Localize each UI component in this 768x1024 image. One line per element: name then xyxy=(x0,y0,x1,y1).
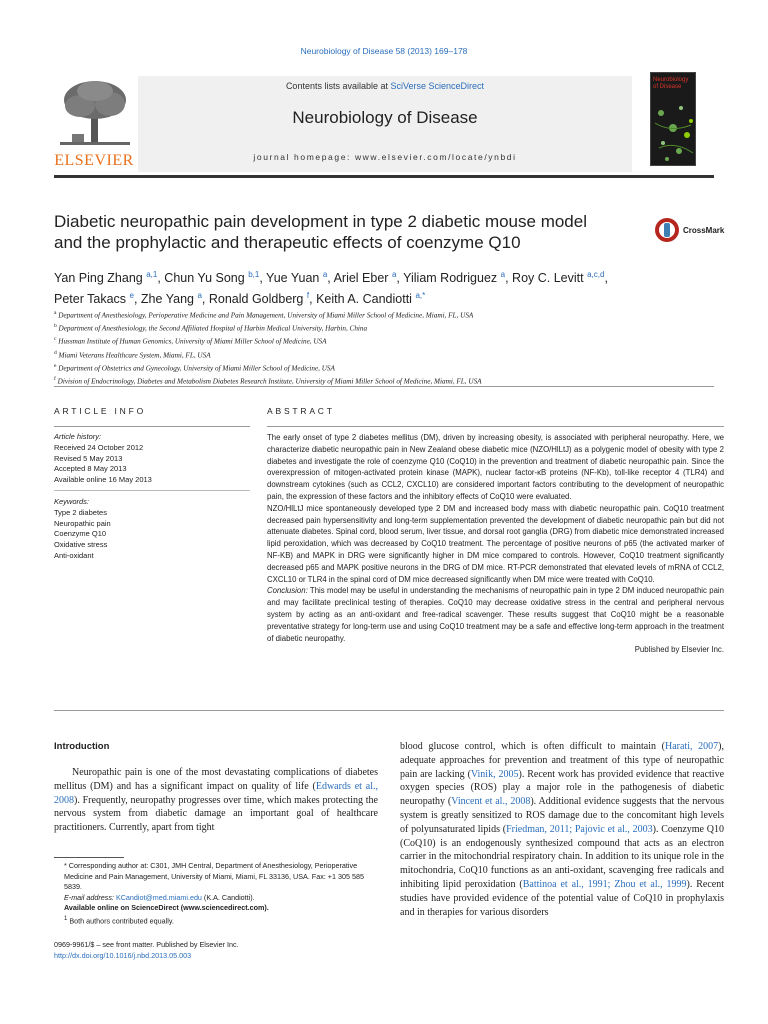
issn-line: 0969-9961/$ – see front matter. Published by Elsevier Inc. xyxy=(54,940,239,949)
keyword-item: Coenzyme Q10 xyxy=(54,529,107,539)
author-name[interactable]: Zhe Yang xyxy=(140,292,194,307)
history-accepted: Accepted 8 May 2013 xyxy=(54,464,127,474)
contents-line xyxy=(138,81,632,91)
history-rule xyxy=(54,490,250,491)
affiliation-item: $^f$ Division of Endocrinology, Diabetes and Metabolism Diabetes Research Institute, University of Miami Miller School of Medicine, Miami, FL, USA xyxy=(54,375,482,386)
affiliation-item: $^e$ Department of Obstetrics and Gynecology, University of Miami Miller School of Medicine, USA xyxy=(54,362,335,373)
author-list: Yan Ping Zhang $^{a,1}$, Chun Yu Song $^{b,1}$, Yue Yuan $^a$, Ariel Eber $^a$, Yiliam Rodriguez $^a$, Roy C. Levitt $^{a,c,d}$, Peter Takacs $^e$, Zhe Yang $^a$, Ronald Goldberg $^f$, Keith A. Candiotti $^{a,*}$ xyxy=(54,270,608,307)
crossmark-badge[interactable] xyxy=(654,217,734,245)
sciencedirect-note: Available online on ScienceDirect (www.sciencedirect.com). xyxy=(64,903,269,913)
author-name[interactable]: Chun Yu Song xyxy=(164,271,245,286)
citation-link[interactable]: Edwards et al., 2008 xyxy=(54,780,378,806)
citation-link[interactable]: Battinoa et al., 1991; Zhou et al., 1999 xyxy=(522,878,687,890)
elsevier-logo xyxy=(54,78,134,170)
conclusion-text: This model may be useful in understanding the mechanisms of neuropathic pain in type 2 DM induced neuropathic pain and may facilitate preclinical testing of therapies. CoQ10 may decrease oxidative stress in the central and peripheral nervous system by acting as an anti-oxidant and free-radical scavenger. These results suggest that CoQ10 might be a reasonable preventative strategy for long-term use and using CoQ10 treatment may be a safe and effective long-term approach in the treatment of diabetic neuropathy. xyxy=(267,586,724,643)
article-title xyxy=(54,211,654,253)
citation-link[interactable]: Vinik, 2005 xyxy=(470,768,519,780)
footnote-rule xyxy=(54,857,124,858)
history-revised: Revised 5 May 2013 xyxy=(54,453,123,463)
author-affiliation-mark[interactable]: a xyxy=(197,291,202,301)
keyword-item: Neuropathic pain xyxy=(54,518,111,528)
author-name[interactable]: Peter Takacs xyxy=(54,292,127,307)
elsevier-tree-icon xyxy=(60,78,130,148)
crossmark-label: CrossMark xyxy=(683,226,725,235)
equal-contribution-note: $^1$ Both authors contributed equally. xyxy=(64,915,174,926)
doi-link[interactable]: http://dx.doi.org/10.1016/j.nbd.2013.05.003 xyxy=(54,951,192,960)
abstract-body xyxy=(267,432,724,656)
section-rule xyxy=(54,386,714,387)
keywords-label: Keywords: xyxy=(54,497,90,506)
journal-reference[interactable]: Neurobiology of Disease 58 (2013) 169–178 xyxy=(300,46,468,56)
abstract-paragraph: NZO/HlLtJ mice spontaneously developed type 2 DM and increased body mass with diabetic neuropathic pain. CoQ10 treatment decreased pain hypersensitivity and long-term supplementation prevented the development of diabetic neuropathic pain but did not attenuate diabetes. Spinal cord, blood serum, liver tissue, and dorsal root ganglia (DRG) from diabetic mice demonstrated increased lipid peroxidation, which was decreased by CoQ10 treatment. The percentage of positive neurons of p65 (the activated marker of NF-KB) and MAPK in DRG were significantly higher in DM mice compared to controls. However, CoQ10 treatment significantly decreased p65 and MAPK positive neurons in the DRG of DM mice. RT-PCR demonstrated that elevated levels of mRNA of CCL2, CXCL10 or TLR4 in the spinal cord of DM mice decreased significantly when DM mice were treated with CoQ10. xyxy=(267,503,724,584)
abstract-rule xyxy=(267,426,724,427)
email-link[interactable]: KCandiot@med.miami.edu xyxy=(115,892,202,902)
abstract-paragraph: The early onset of type 2 diabetes mellitus (DM), driven by increasing obesity, is associated with peripheral neuropathy. Here, we characterize diabetic neuropathic pain in New Zealand obese diabetic mice (NZO/HlLtJ) as a polygenic model of obesity with type 2 diabetes and investigate the role of coenzyme Q10 (CoQ10) in the prevention and treatment of diabetic neuropathic pain. Since the overexpression of mitogen-activated protein kinase (MAPK), nuclear factor-κB proteins (NF-Kb), toll-like receptor 4 (TLR4) and downstream cytokines (such as CCL2, CXCL10) are considered important factors contributing to the development of neuropathic pain, the expression of these factors and the inhibitory effects of CoQ10 were evaluated. xyxy=(267,433,724,501)
author-name[interactable]: Roy C. Levitt xyxy=(512,271,584,286)
author-affiliation-mark[interactable]: a,* xyxy=(415,291,426,301)
author-affiliation-mark[interactable]: a,c,d xyxy=(587,270,605,279)
journal-homepage[interactable]: journal homepage: www.elsevier.com/locate/ynbdi xyxy=(253,152,517,162)
history-received: Received 24 October 2012 xyxy=(54,442,144,452)
author-affiliation-mark[interactable]: b,1 xyxy=(248,270,260,279)
introduction-column-1: Neuropathic pain is one of the most devastating complications of diabetes mellitus (DM) and has a significant impact on quality of life (Edwards et al., 2008). Frequently, neuropathy progresses over time, which makes protecting the nervous system from diabetic damage an important goal of healthcare practitioners. Currently, apart from tight xyxy=(54,767,378,834)
author-affiliation-mark[interactable]: a xyxy=(322,270,328,279)
contents-prefix: Contents lists available at xyxy=(285,81,391,91)
author-name[interactable]: Yiliam Rodriguez xyxy=(403,271,498,286)
abstract-bottom-rule xyxy=(54,710,724,711)
author-affiliation-mark[interactable]: a,1 xyxy=(146,270,158,279)
crossmark-icon xyxy=(654,217,680,243)
keyword-item: Anti-oxidant xyxy=(54,550,94,560)
affiliation-item: $^b$ Department of Anesthesiology, the Second Affiliated Hospital of Harbin Medical University, Harbin, China xyxy=(54,323,368,333)
email-note: E-mail address: KCandiot@med.miami.edu (K.A. Candiotti). xyxy=(64,892,255,902)
header-center-panel xyxy=(138,76,632,172)
cover-title: Neurobiology of Disease xyxy=(653,77,689,90)
author-affiliation-mark[interactable]: f xyxy=(306,291,310,301)
author-affiliation-mark[interactable]: a xyxy=(500,270,506,279)
corresponding-author-note: * Corresponding author at: C301, JMH Central, Department of Anesthesiology, Perioperative Medicine and Pain Management, University of Miami, Miami, FL 33136, USA. Fax: +1 305 585 5839. xyxy=(64,861,364,892)
affiliation-item: $^d$ Miami Veterans Healthcare System, Miami, FL, USA xyxy=(54,349,211,359)
author-name[interactable]: Ronald Goldberg xyxy=(208,292,304,307)
abstract-heading: ABSTRACT xyxy=(267,406,335,416)
introduction-column-2: blood glucose control, which is often difficult to maintain (Harati, 2007), adequate approaches for prevention and treatment of this type of neuropathic pain are lacking (Vinik, 2005). Recent work has provided evidence that reactive oxygen species (ROS) play a major role in the pathogenesis of diabetic neuropathy (Vincent et al., 2008). Additional evidence suggests that the nervous system is greatly sensitized to ROS damage due to the concomitant high levels of polyunsaturated lipids (Friedman, 2011; Pajovic et al., 2003). Coenzyme Q10 (CoQ10) is an endogenously synthesized compound that acts as an electron carrier in the mitochondrial respiratory chain. In addition to its unique role in the mitochondria, CoQ10 functions as an anti-oxidant, scavenging free radicals and inhibiting lipid peroxidation (Battinoa et al., 1991; Zhou et al., 1999). Recent studies have provided evidence of the potential value of CoQ10 in prophylaxis and in therapies for various disorders xyxy=(400,741,725,918)
citation-link[interactable]: Vincent et al., 2008 xyxy=(451,796,531,808)
conclusion-label: Conclusion: xyxy=(267,586,308,596)
footnotes xyxy=(54,861,378,927)
journal-header xyxy=(54,72,714,172)
history-online: Available online 16 May 2013 xyxy=(54,475,152,485)
title-line-2: and the prophylactic and therapeutic effects of coenzyme Q10 xyxy=(54,233,521,252)
keyword-item: Oxidative stress xyxy=(54,540,108,550)
introduction-heading: Introduction xyxy=(54,741,110,752)
keyword-item: Type 2 diabetes xyxy=(54,507,107,517)
affiliation-item: $^c$ Hussman Institute of Human Genomics, University of Miami Miller School of Medicine, USA xyxy=(54,336,327,346)
author-name[interactable]: Yue Yuan xyxy=(266,271,320,286)
abstract-conclusion xyxy=(267,585,724,644)
citation-link[interactable]: Friedman, 2011; Pajovic et al., 2003 xyxy=(506,823,653,835)
author-name[interactable]: Yan Ping Zhang xyxy=(54,271,143,286)
article-history xyxy=(54,432,250,486)
citation-link[interactable]: Harati, 2007 xyxy=(664,741,719,752)
elsevier-wordmark: ELSEVIER xyxy=(54,152,134,169)
article-info-heading: ARTICLE INFO xyxy=(54,406,147,416)
article-info-rule xyxy=(54,426,250,427)
title-line-1: Diabetic neuropathic pain development in type 2 diabetic mouse model xyxy=(54,212,587,231)
abstract-publisher: Published by Elsevier Inc. xyxy=(634,645,724,655)
journal-title: Neurobiology of Disease xyxy=(292,108,478,127)
keywords xyxy=(54,497,250,562)
affiliation-list xyxy=(54,308,714,387)
author-name[interactable]: Keith A. Candiotti xyxy=(316,292,412,307)
affiliation-item: $^a$ Department of Anesthesiology, Perioperative Medicine and Pain Management, University of Miami Miller School of Medicine, Miami, FL, USA xyxy=(54,310,474,320)
author-affiliation-mark[interactable]: e xyxy=(129,291,134,301)
history-label: Article history: xyxy=(54,432,102,441)
author-affiliation-mark[interactable]: a xyxy=(391,270,397,279)
header-rule xyxy=(54,175,714,178)
journal-cover-image xyxy=(650,72,696,166)
sciencedirect-link[interactable]: SciVerse ScienceDirect xyxy=(390,81,485,91)
author-name[interactable]: Ariel Eber xyxy=(333,271,389,286)
